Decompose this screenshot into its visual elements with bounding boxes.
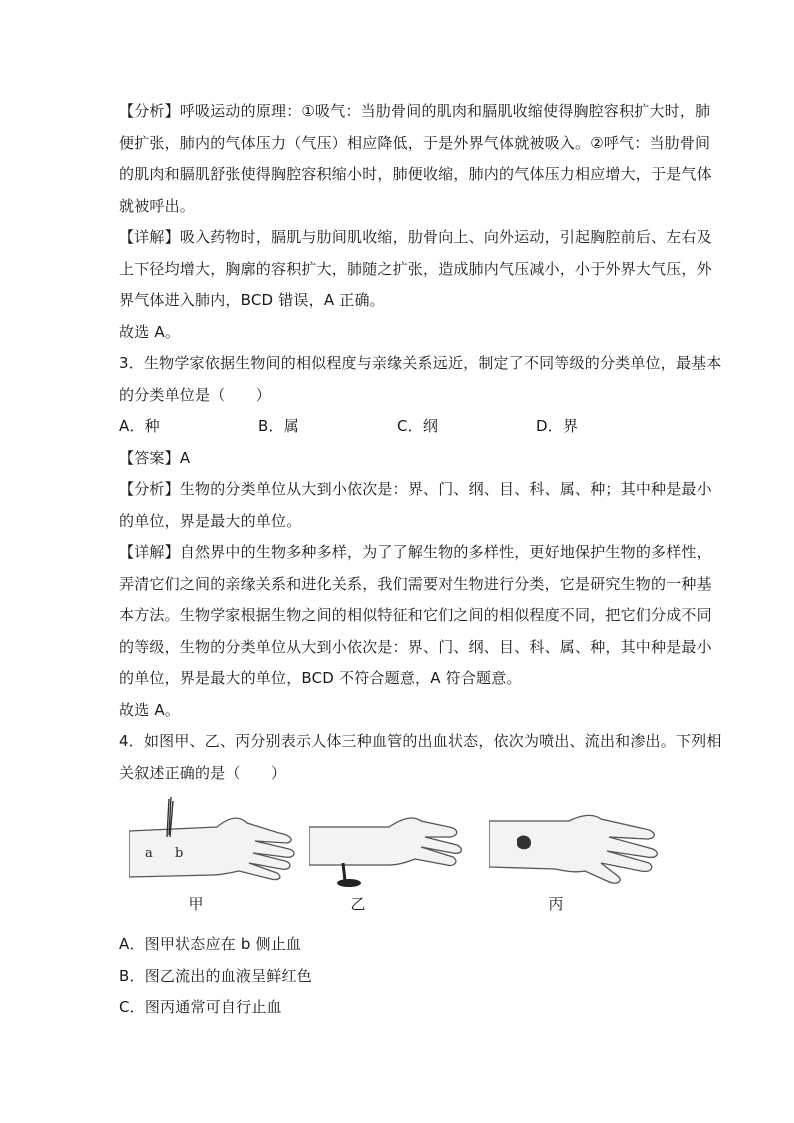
detail-text: 吸入药物时，膈肌与肋间肌收缩，肋骨向上、向外运动，引起胸腔前后、左右及 <box>179 228 712 246</box>
detail-line <box>119 222 712 254</box>
option-c: C．纲 <box>397 417 439 435</box>
caption-jia: 甲 <box>188 895 204 913</box>
detail-text: 自然界中的生物多种多样，为了了解生物的多样性，更好地保护生物的多样性， <box>179 543 712 561</box>
caption-bing: 丙 <box>548 895 564 913</box>
analysis-tag: 【分析】 <box>119 102 180 120</box>
analysis-line: 便扩张，肺内的气体压力（气压）相应降低，于是外界气体就被吸入。②呼气：当肋骨间 <box>119 133 711 152</box>
analysis-line: 的肌肉和膈肌舒张使得胸腔容积缩小时，肺便收缩，肺内的气体压力相应增大，于是气体 <box>119 165 712 183</box>
question-4-stem: 4．如图甲、乙、丙分别表示人体三种血管的出血状态，依次为喷出、流出和渗出。下列相 <box>119 732 722 750</box>
option-d: D．界 <box>536 417 579 435</box>
label-a: a <box>145 846 153 861</box>
option-b: B．属 <box>258 417 299 435</box>
hand-yi-illustration <box>309 797 469 889</box>
detail-line: 的单位，界是最大的单位，BCD 不符合题意，A 符合题意。 <box>119 669 522 687</box>
analysis-line: 就被呼出。 <box>119 196 196 215</box>
conclusion: 故选 A。 <box>119 322 181 341</box>
detail-line: 上下径均增大，胸廓的容积扩大，肺随之扩张，造成肺内气压减小，小于外界大气压，外 <box>119 259 712 278</box>
analysis-text: 呼吸运动的原理：①吸气：当肋骨间的肌肉和膈肌收缩使得胸腔容积扩大时，肺 <box>179 102 711 120</box>
conclusion: 故选 A。 <box>119 700 181 719</box>
answer-value: A <box>179 448 191 467</box>
analysis-text: 生物的分类单位从大到小依次是：界、门、纲、目、科、属、种；其中种是最小 <box>179 480 712 498</box>
question-3-stem: 3．生物学家依据生物间的相似程度与亲缘关系远近，制定了不同等级的分类单位，最基本 <box>119 354 722 372</box>
detail-line: 弄清它们之间的亲缘关系和进化关系，我们需要对生物进行分类，它是研究生物的一种基 <box>119 574 712 593</box>
option-c: C．图丙通常可自行止血 <box>119 998 282 1016</box>
question-3-options <box>119 411 679 443</box>
detail-line: 本方法。生物学家根据生物之间的相似特征和它们之间的相似程度不同，把它们分成不同 <box>119 606 712 624</box>
detail-line: 界气体进入肺内，BCD 错误，A 正确。 <box>119 291 385 309</box>
analysis-line: 的单位，界是最大的单位。 <box>119 511 302 530</box>
analysis-line <box>119 474 712 506</box>
question-3-stem: 的分类单位是（ ） <box>119 385 272 404</box>
question-4-stem: 关叙述正确的是（ ） <box>119 763 287 782</box>
analysis-tag: 【分析】 <box>119 480 180 498</box>
analysis-line <box>119 96 711 128</box>
detail-line: 的等级，生物的分类单位从大到小依次是：界、门、纲、目、科、属、种，其中种是最小 <box>119 637 712 656</box>
option-b: B．图乙流出的血液呈鲜红色 <box>119 966 312 985</box>
hand-jia-illustration <box>129 797 299 889</box>
bleeding-figure <box>119 797 679 921</box>
blood-pool <box>337 879 361 887</box>
option-a: A．种 <box>119 417 160 435</box>
detail-tag: 【详解】 <box>119 228 180 246</box>
detail-tag: 【详解】 <box>119 543 180 561</box>
document-page <box>119 96 722 1024</box>
option-a: A．图甲状态应在 b 侧止血 <box>119 935 302 953</box>
answer-line <box>119 443 679 475</box>
caption-yi: 乙 <box>350 895 366 913</box>
detail-line <box>119 537 712 569</box>
hand-bing-illustration <box>489 797 669 889</box>
label-b: b <box>175 846 184 861</box>
answer-tag: 【答案】 <box>119 448 180 467</box>
